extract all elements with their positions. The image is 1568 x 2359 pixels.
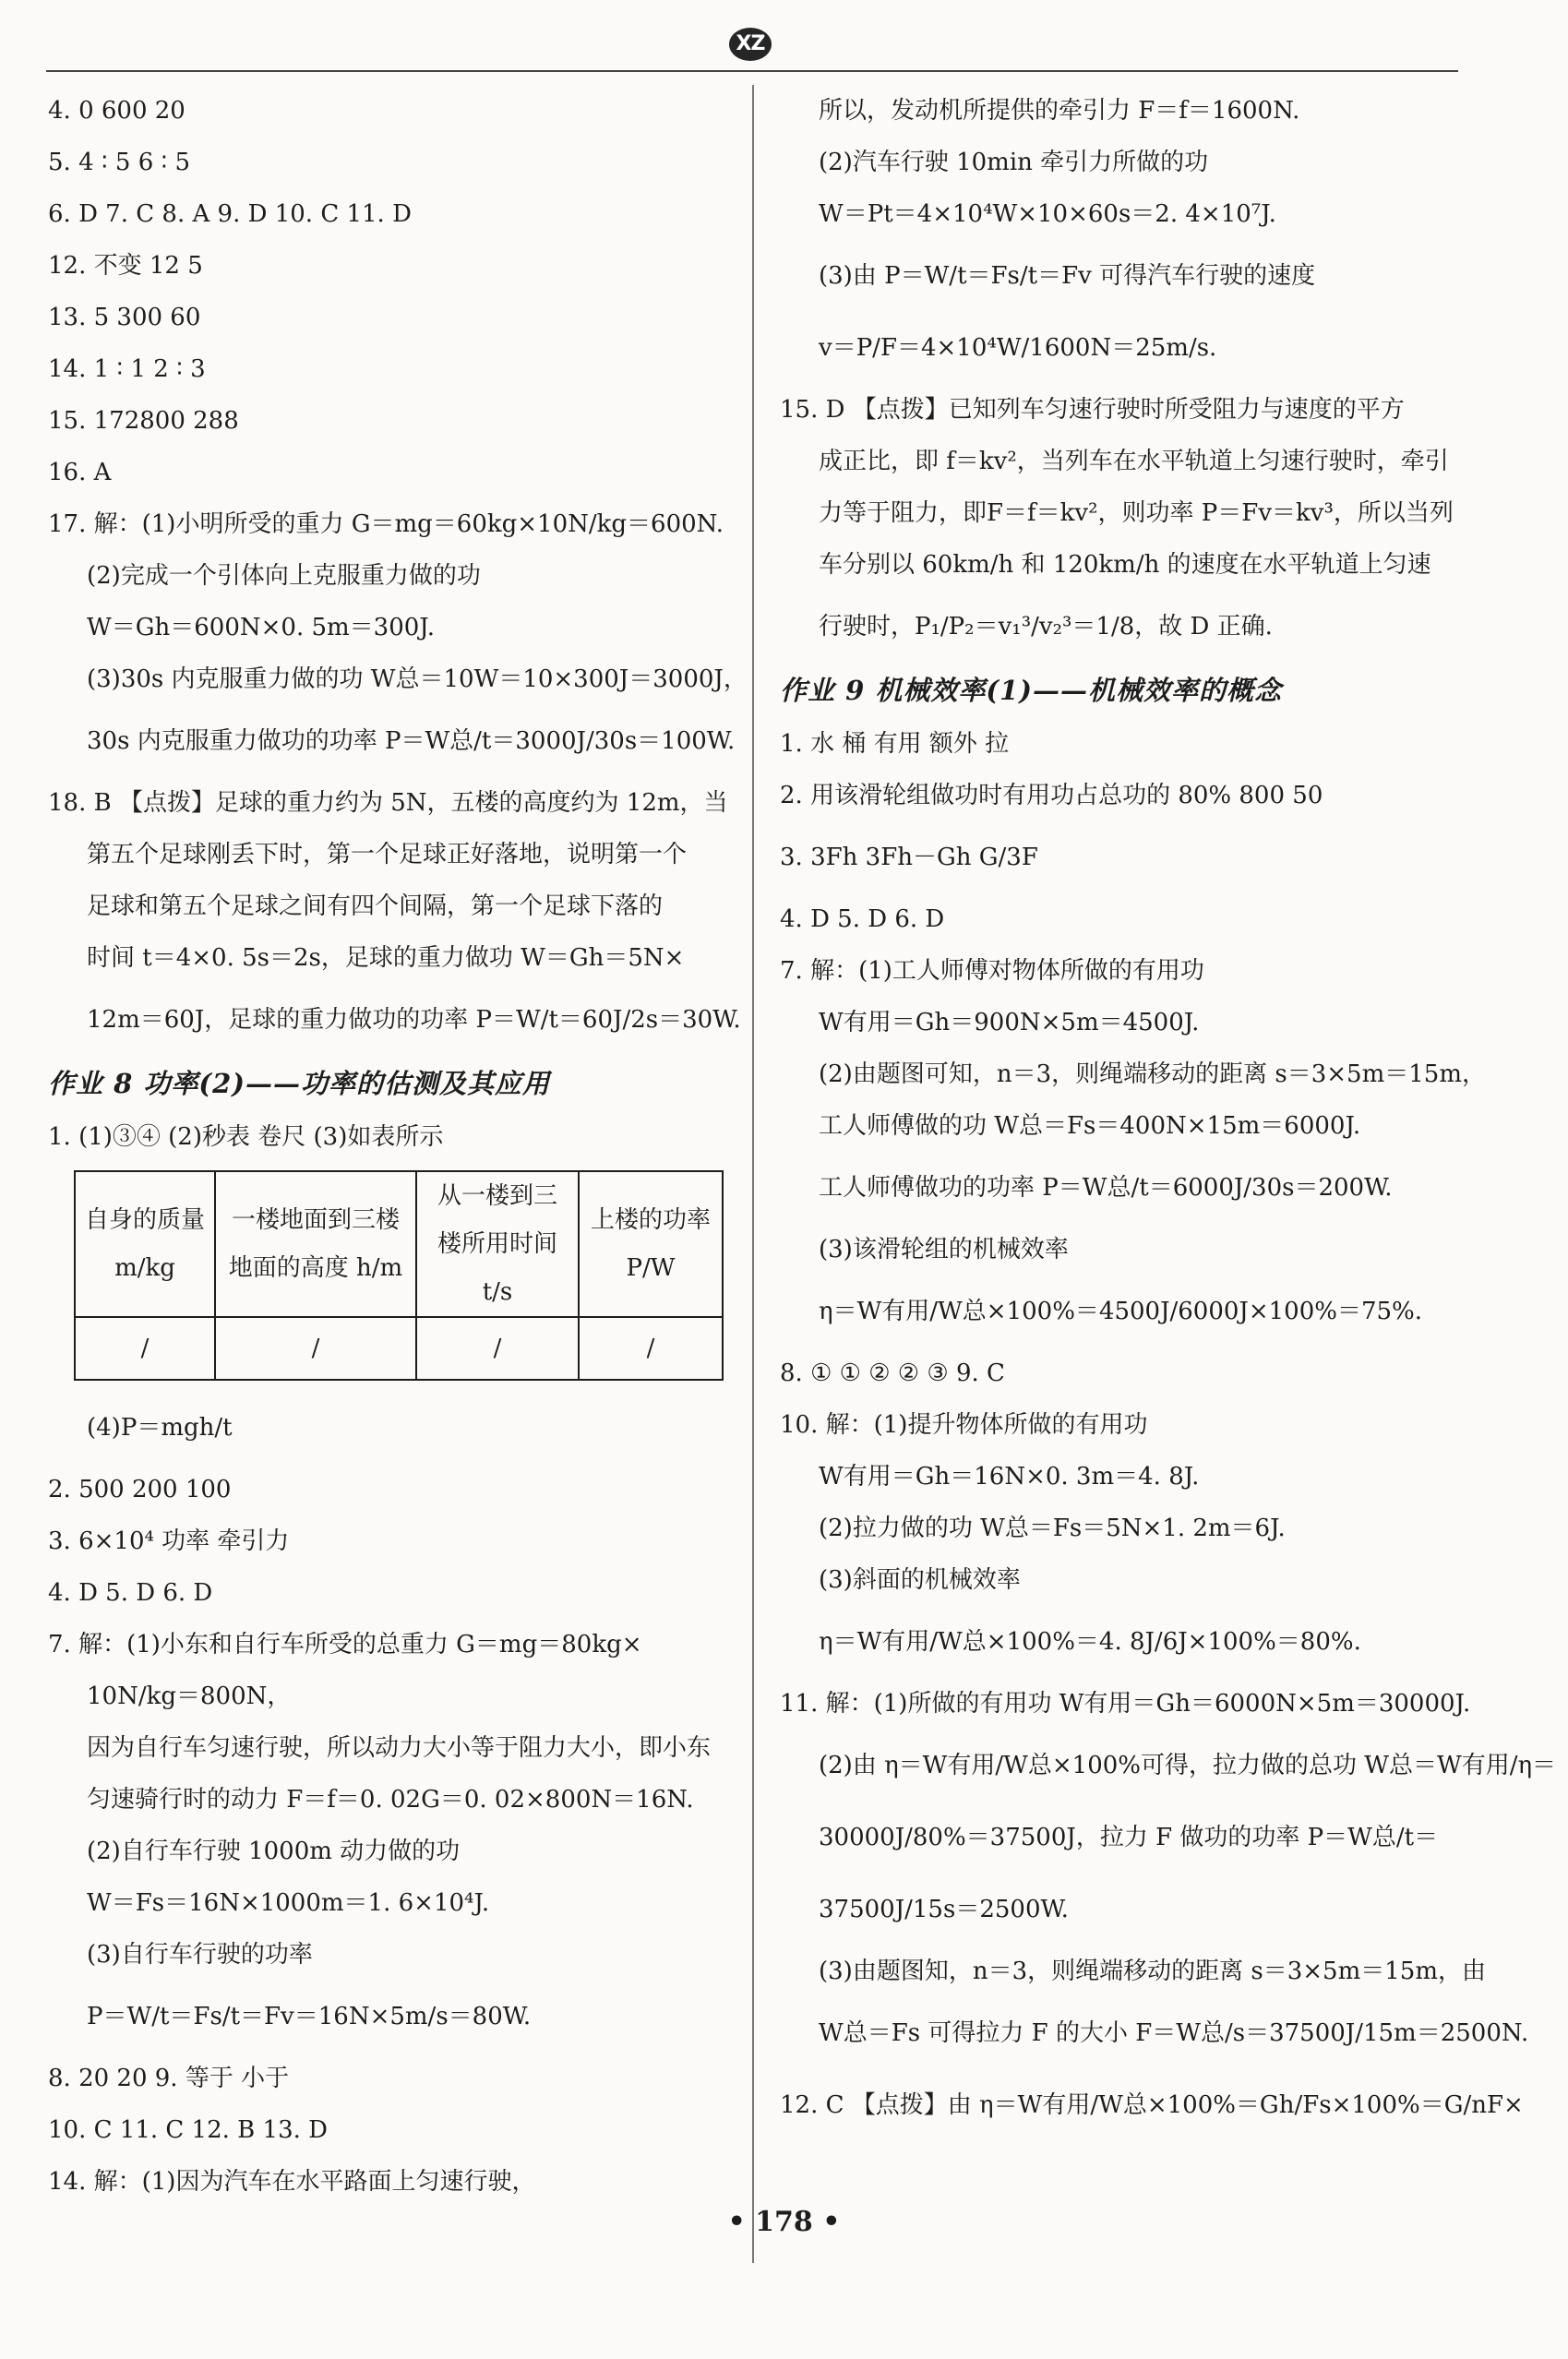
answer-line: 12m＝60J，足球的重力做功的功率 P＝W/t＝60J/2s＝30W.: [87, 1006, 741, 1034]
answer-line: 12. 不变 12 5: [48, 252, 203, 280]
table-cell: /: [75, 1317, 215, 1380]
answer-line: W有用＝Gh＝900N×5m＝4500J.: [819, 1009, 1200, 1036]
answer-line: (3)该滑轮组的机械效率: [819, 1236, 1069, 1263]
answer-line: (3)斜面的机械效率: [819, 1566, 1021, 1594]
power-measurement-table: [74, 1170, 724, 1381]
right-column: [780, 85, 1557, 2141]
answer-line: 3. 6×10⁴ 功率 牵引力: [48, 1527, 290, 1555]
answer-line: 7. 解：(1)工人师傅对物体所做的有用功: [780, 957, 1204, 985]
answer-line: 10N/kg＝800N，: [87, 1682, 292, 1710]
answer-line: η＝W有用/W总×100%＝4. 8J/6J×100%＝80%.: [819, 1628, 1361, 1656]
answer-line: 16. A: [48, 459, 112, 486]
answer-line: 3. 3Fh 3Fh－Gh G/3F: [780, 844, 1038, 871]
answer-line: 1. 水 桶 有用 额外 拉: [780, 730, 1010, 758]
answer-line: 12. C 【点拨】由 η＝W有用/W总×100%＝Gh/Fs×100%＝G/nF×: [780, 2091, 1524, 2119]
answer-line: 30000J/80%＝37500J，拉力 F 做功的功率 P＝W总/t＝: [819, 1824, 1439, 1851]
answer-line: 17. 解：(1)小明所受的重力 G＝mg＝60kg×10N/kg＝600N.: [48, 510, 724, 538]
table-header-cell: 自身的质量 m/kg: [75, 1171, 215, 1317]
section-heading: 作业 8 功率(2)——功率的估测及其应用: [48, 1068, 550, 1099]
answer-line: 1. (1)③④ (2)秒表 卷尺 (3)如表所示: [48, 1123, 444, 1151]
answer-line: 14. 1 ∶ 1 2 ∶ 3: [48, 355, 206, 383]
answer-line: 10. 解：(1)提升物体所做的有用功: [780, 1411, 1148, 1439]
section-heading: 作业 9 机械效率(1)——机械效率的概念: [780, 675, 1282, 706]
table-cell: /: [215, 1317, 416, 1380]
answer-line: 11. 解：(1)所做的有用功 W有用＝Gh＝6000N×5m＝30000J.: [780, 1690, 1471, 1718]
answer-line: (3)自行车行驶的功率: [87, 1941, 313, 1969]
answer-line: 工人师傅做功的功率 P＝W总/t＝6000J/30s＝200W.: [819, 1174, 1393, 1202]
answer-line: 18. B 【点拨】足球的重力约为 5N，五楼的高度约为 12m，当: [48, 789, 728, 817]
table-cell: /: [579, 1317, 723, 1380]
answer-line: (2)由 η＝W有用/W总×100%可得，拉力做的总功 W总＝W有用/η＝: [819, 1752, 1557, 1779]
column-divider: [752, 85, 754, 2263]
answer-line: 4. D 5. D 6. D: [780, 905, 945, 933]
answer-line: 行驶时，P₁/P₂＝v₁³/v₂³＝1/8，故 D 正确.: [819, 613, 1273, 641]
answer-line: 2. 500 200 100: [48, 1476, 232, 1503]
answer-line: 匀速骑行时的动力 F＝f＝0. 02G＝0. 02×800N＝16N.: [87, 1786, 694, 1814]
answer-line: (2)完成一个引体向上克服重力做的功: [87, 562, 481, 590]
answer-line: 成正比，即 f＝kv²，当列车在水平轨道上匀速行驶时，牵引: [819, 448, 1449, 475]
answer-line: 15. 172800 288: [48, 407, 239, 435]
answer-line: 10. C 11. C 12. B 13. D: [48, 2116, 328, 2144]
answer-line: (2)自行车行驶 1000m 动力做的功: [87, 1838, 461, 1865]
answer-line: 8. 20 20 9. 等于 小于: [48, 2065, 290, 2092]
table-header-cell: 从一楼到三楼所用时间 t/s: [416, 1171, 579, 1317]
answer-line: 足球和第五个足球之间有四个间隔，第一个足球下落的: [87, 892, 664, 920]
answer-line: (3)由题图知，n＝3，则绳端移动的距离 s＝3×5m＝15m，由: [819, 1958, 1486, 1985]
answer-line: 14. 解：(1)因为汽车在水平路面上匀速行驶，: [48, 2168, 536, 2196]
answer-line: W＝Pt＝4×10⁴W×10×60s＝2. 4×10⁷J.: [819, 200, 1276, 228]
answer-line: W＝Gh＝600N×0. 5m＝300J.: [87, 614, 435, 641]
answer-line: (2)拉力做的功 W总＝Fs＝5N×1. 2m＝6J.: [819, 1515, 1286, 1542]
answer-line: 2. 用该滑轮组做功时有用功占总功的 80% 800 50: [780, 782, 1323, 809]
answer-line: η＝W有用/W总×100%＝4500J/6000J×100%＝75%.: [819, 1298, 1423, 1325]
table-cell: /: [416, 1317, 579, 1380]
answer-line: (3)由 P＝W/t＝Fs/t＝Fv 可得汽车行驶的速度: [819, 262, 1316, 290]
answer-line: 因为自行车匀速行驶，所以动力大小等于阻力大小，即小东: [87, 1734, 712, 1762]
answer-line: 第五个足球刚丢下时，第一个足球正好落地，说明第一个: [87, 841, 688, 868]
publisher-logo: XZ: [729, 28, 772, 61]
answer-line: 力等于阻力，即F＝f＝kv²，则功率 P＝Fv＝kv³，所以当列: [819, 499, 1454, 527]
answer-line: v＝P/F＝4×10⁴W/1600N＝25m/s.: [819, 334, 1217, 362]
answer-line: 4. D 5. D 6. D: [48, 1579, 213, 1607]
answer-line: 7. 解：(1)小东和自行车所受的总重力 G＝mg＝80kg×: [48, 1631, 642, 1658]
answer-line: 30s 内克服重力做功的功率 P＝W总/t＝3000J/30s＝100W.: [87, 727, 736, 755]
answer-line: 13. 5 300 60: [48, 304, 201, 331]
answer-line: (3)30s 内克服重力做的功 W总＝10W＝10×300J＝3000J，: [87, 665, 748, 693]
header-rule: [46, 70, 1458, 72]
answer-line: 15. D 【点拨】已知列车匀速行驶时所受阻力与速度的平方: [780, 396, 1405, 424]
left-column: [48, 85, 748, 2208]
answer-line: 8. ① ① ② ② ③ 9. C: [780, 1359, 1005, 1387]
answer-line: P＝W/t＝Fs/t＝Fv＝16N×5m/s＝80W.: [87, 2003, 532, 2030]
answer-line: 时间 t＝4×0. 5s＝2s，足球的重力做功 W＝Gh＝5N×: [87, 944, 685, 972]
answer-line: W＝Fs＝16N×1000m＝1. 6×10⁴J.: [87, 1889, 490, 1917]
answer-line: 工人师傅做的功 W总＝Fs＝400N×15m＝6000J.: [819, 1112, 1361, 1140]
table-header-cell: 上楼的功率 P/W: [579, 1171, 723, 1317]
answer-line: 所以，发动机所提供的牵引力 F＝f＝1600N.: [819, 97, 1300, 125]
answer-line: (2)汽车行驶 10min 牵引力所做的功: [819, 149, 1209, 176]
answer-line: 4. 0 600 20: [48, 97, 186, 125]
answer-line: 37500J/15s＝2500W.: [819, 1896, 1069, 1923]
answer-line: W有用＝Gh＝16N×0. 3m＝4. 8J.: [819, 1463, 1200, 1491]
answer-line: 5. 4 ∶ 5 6 ∶ 5: [48, 149, 191, 176]
table-header-cell: 一楼地面到三楼地面的高度 h/m: [215, 1171, 416, 1317]
answer-line: 车分别以 60km/h 和 120km/h 的速度在水平轨道上匀速: [819, 551, 1431, 579]
answer-line: (4)P＝mgh/t: [87, 1414, 233, 1442]
answer-line: W总＝Fs 可得拉力 F 的大小 F＝W总/s＝37500J/15m＝2500N.: [819, 2019, 1529, 2047]
answer-line: (2)由题图可知，n＝3，则绳端移动的距离 s＝3×5m＝15m，: [819, 1060, 1486, 1088]
answer-line: 6. D 7. C 8. A 9. D 10. C 11. D: [48, 200, 412, 228]
page-number: • 178 •: [727, 2206, 841, 2238]
